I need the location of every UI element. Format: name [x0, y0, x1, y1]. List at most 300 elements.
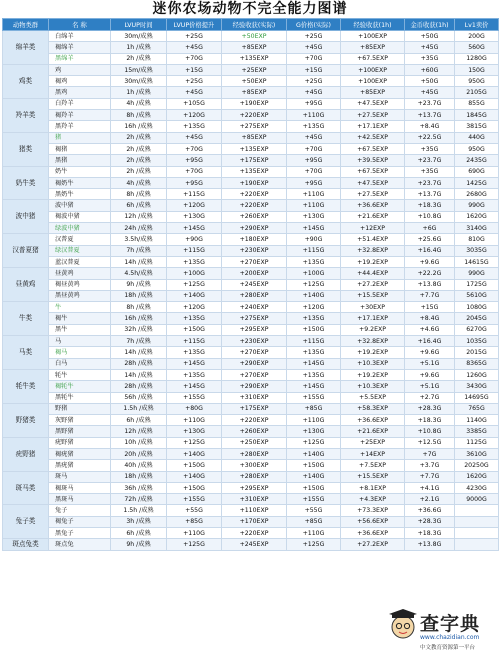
gold-price-cell: +25G — [287, 76, 341, 87]
lvup-time-cell: 9h /成熟 — [111, 539, 167, 550]
exp-per-hour-cell: +27.2EXP — [341, 539, 405, 550]
category-cell: 野猪类 — [3, 403, 49, 437]
lvup-price-cell: +105G — [167, 98, 222, 109]
animal-name-cell: 蓝汉普夏 — [49, 256, 111, 267]
lvup-price-cell: +45G — [167, 87, 222, 98]
gold-per-hour-cell: +4.6G — [405, 324, 455, 335]
table-row — [3, 369, 499, 380]
lvup-time-cell: 18h /成熟 — [111, 290, 167, 301]
exp-per-hour-cell: +21.6EXP — [341, 211, 405, 222]
sell-price-cell: 6270G — [455, 324, 499, 335]
exp-gain-cell: +295EXP — [222, 482, 287, 493]
gold-per-hour-cell: +35G — [405, 166, 455, 177]
table-row — [3, 53, 499, 64]
lvup-price-cell: +15G — [167, 64, 222, 75]
exp-per-hour-cell: +51.4EXP — [341, 234, 405, 245]
lvup-time-cell: 9h /成熟 — [111, 279, 167, 290]
sell-price-cell: 2435G — [455, 155, 499, 166]
gold-per-hour-cell: +28.3G — [405, 516, 455, 527]
table-row — [3, 324, 499, 335]
lvup-price-cell: +135G — [167, 121, 222, 132]
table-row — [3, 358, 499, 369]
gold-price-cell: +70G — [287, 53, 341, 64]
gold-per-hour-cell: +23.7G — [405, 98, 455, 109]
category-cell: 牛类 — [3, 302, 49, 336]
animal-name-cell: 灰野猪 — [49, 415, 111, 426]
exp-per-hour-cell: +5.5EXP — [341, 392, 405, 403]
lvup-price-cell: +145G — [167, 381, 222, 392]
category-cell: 波中猪 — [3, 200, 49, 234]
animal-name-cell: 黑野猪 — [49, 426, 111, 437]
sell-price-cell: 2045G — [455, 313, 499, 324]
animal-stats-table — [2, 18, 499, 551]
sell-price-cell: 1725G — [455, 279, 499, 290]
gold-price-cell: +70G — [287, 166, 341, 177]
gold-per-hour-cell: +2.1G — [405, 494, 455, 505]
gold-per-hour-cell: +9.6G — [405, 347, 455, 358]
lvup-price-cell: +25G — [167, 76, 222, 87]
gold-price-cell: +45G — [287, 87, 341, 98]
exp-per-hour-cell: +19.2EXP — [341, 347, 405, 358]
exp-per-hour-cell: +19.2EXP — [341, 369, 405, 380]
animal-name-cell: 绿波中猪 — [49, 223, 111, 234]
animal-name-cell: 褐绵羊 — [49, 42, 111, 53]
table-row — [3, 121, 499, 132]
exp-per-hour-cell: +32.8EXP — [341, 245, 405, 256]
table-row — [3, 528, 499, 539]
exp-gain-cell: +260EXP — [222, 211, 287, 222]
gold-per-hour-cell: +28.3G — [405, 403, 455, 414]
exp-gain-cell: +310EXP — [222, 392, 287, 403]
exp-per-hour-cell: +67.5EXP — [341, 143, 405, 154]
category-cell: 猪类 — [3, 132, 49, 166]
gold-per-hour-cell: +4.1G — [405, 482, 455, 493]
exp-gain-cell: +280EXP — [222, 448, 287, 459]
lvup-time-cell: 2h /成熟 — [111, 166, 167, 177]
gold-price-cell: +140G — [287, 290, 341, 301]
exp-gain-cell: +110EXP — [222, 505, 287, 516]
sell-price-cell: 1425G — [455, 177, 499, 188]
gold-per-hour-cell: +9.6G — [405, 256, 455, 267]
gold-per-hour-cell: +45G — [405, 42, 455, 53]
gold-price-cell: +45G — [287, 42, 341, 53]
table-row — [3, 143, 499, 154]
sell-price-cell: 950G — [455, 143, 499, 154]
table-row — [3, 211, 499, 222]
lvup-price-cell: +135G — [167, 347, 222, 358]
header-sell-price: Lv1卖价 — [455, 19, 499, 31]
gold-price-cell: +110G — [287, 110, 341, 121]
gold-per-hour-cell: +25.6G — [405, 234, 455, 245]
gold-price-cell: +150G — [287, 482, 341, 493]
gold-per-hour-cell: +13.8G — [405, 279, 455, 290]
sell-price-cell: 9000G — [455, 494, 499, 505]
exp-per-hour-cell: +36.6EXP — [341, 415, 405, 426]
lvup-time-cell: 4h /成熟 — [111, 177, 167, 188]
gold-price-cell: +25G — [287, 31, 341, 42]
exp-per-hour-cell: +73.3EXP — [341, 505, 405, 516]
exp-per-hour-cell: +58.3EXP — [341, 403, 405, 414]
exp-per-hour-cell: +27.2EXP — [341, 279, 405, 290]
lvup-time-cell: 12h /成熟 — [111, 211, 167, 222]
animal-name-cell: 奶牛 — [49, 166, 111, 177]
category-cell: 昼黄鸡 — [3, 268, 49, 302]
lvup-price-cell: +90G — [167, 234, 222, 245]
animal-name-cell: 黑猪 — [49, 155, 111, 166]
animal-name-cell: 波中猪 — [49, 200, 111, 211]
lvup-time-cell: 10h /成熟 — [111, 437, 167, 448]
exp-per-hour-cell: +85EXP — [341, 42, 405, 53]
gold-per-hour-cell: +35G — [405, 53, 455, 64]
lvup-time-cell: 15m/成熟 — [111, 64, 167, 75]
exp-per-hour-cell: +32.8EXP — [341, 336, 405, 347]
gold-per-hour-cell: +8.4G — [405, 313, 455, 324]
exp-gain-cell: +85EXP — [222, 42, 287, 53]
gold-price-cell: +125G — [287, 539, 341, 550]
gold-price-cell: +95G — [287, 177, 341, 188]
sell-price-cell: 3430G — [455, 381, 499, 392]
exp-per-hour-cell: +100EXP — [341, 31, 405, 42]
gold-per-hour-cell: +50G — [405, 76, 455, 87]
gold-per-hour-cell: +16.4G — [405, 336, 455, 347]
sell-price-cell: 560G — [455, 42, 499, 53]
exp-per-hour-cell: +9.2EXP — [341, 324, 405, 335]
sell-price-cell: 1845G — [455, 110, 499, 121]
exp-per-hour-cell: +36.6EXP — [341, 528, 405, 539]
table-row — [3, 302, 499, 313]
lvup-time-cell: 30m/成熟 — [111, 76, 167, 87]
lvup-time-cell: 20h /成熟 — [111, 448, 167, 459]
gold-per-hour-cell: +3.7G — [405, 460, 455, 471]
gold-price-cell: +100G — [287, 268, 341, 279]
exp-gain-cell: +270EXP — [222, 369, 287, 380]
table-row — [3, 482, 499, 493]
animal-name-cell: 野猪 — [49, 403, 111, 414]
sell-price-cell: 5610G — [455, 290, 499, 301]
exp-gain-cell: +170EXP — [222, 516, 287, 527]
gold-per-hour-cell: +35G — [405, 143, 455, 154]
lvup-time-cell: 7h /成熟 — [111, 245, 167, 256]
sell-price-cell: 855G — [455, 98, 499, 109]
category-cell: 马类 — [3, 336, 49, 370]
lvup-time-cell: 18h /成熟 — [111, 471, 167, 482]
lvup-time-cell: 72h /成熟 — [111, 494, 167, 505]
exp-per-hour-cell: +7.5EXP — [341, 460, 405, 471]
sell-price-cell: 3610G — [455, 448, 499, 459]
lvup-price-cell: +120G — [167, 200, 222, 211]
lvup-time-cell: 30m/成熟 — [111, 31, 167, 42]
category-cell: 绵羊类 — [3, 31, 49, 65]
header-row — [3, 19, 499, 31]
exp-gain-cell: +135EXP — [222, 166, 287, 177]
lvup-price-cell: +55G — [167, 505, 222, 516]
table-row — [3, 234, 499, 245]
table-row — [3, 64, 499, 75]
exp-gain-cell: +300EXP — [222, 460, 287, 471]
exp-per-hour-cell: +42.5EXP — [341, 132, 405, 143]
exp-per-hour-cell: +47.5EXP — [341, 98, 405, 109]
animal-name-cell: 牛 — [49, 302, 111, 313]
table-body — [3, 31, 499, 551]
lvup-time-cell: 28h /成熟 — [111, 358, 167, 369]
table-row — [3, 381, 499, 392]
sell-price-cell: 1620G — [455, 471, 499, 482]
animal-name-cell: 黑鸡 — [49, 87, 111, 98]
exp-gain-cell: +135EXP — [222, 53, 287, 64]
exp-gain-cell: +245EXP — [222, 539, 287, 550]
exp-gain-cell: +280EXP — [222, 471, 287, 482]
exp-per-hour-cell: +100EXP — [341, 76, 405, 87]
lvup-time-cell: 14h /成熟 — [111, 347, 167, 358]
lvup-time-cell: 28h /成熟 — [111, 381, 167, 392]
sell-price-cell — [455, 539, 499, 550]
gold-price-cell: +130G — [287, 426, 341, 437]
header-name: 名 称 — [49, 19, 111, 31]
gold-per-hour-cell: +15G — [405, 302, 455, 313]
animal-name-cell: 褐猪 — [49, 143, 111, 154]
exp-gain-cell: +250EXP — [222, 437, 287, 448]
animal-name-cell: 黑疣猪 — [49, 460, 111, 471]
animal-name-cell: 黑牛 — [49, 324, 111, 335]
table-row — [3, 132, 499, 143]
table-row — [3, 42, 499, 53]
gold-per-hour-cell: +36.6G — [405, 505, 455, 516]
sell-price-cell: 8365G — [455, 358, 499, 369]
sell-price-cell: 690G — [455, 166, 499, 177]
exp-per-hour-cell: +67.5EXP — [341, 53, 405, 64]
gold-per-hour-cell: +18.3G — [405, 200, 455, 211]
gold-per-hour-cell: +45G — [405, 87, 455, 98]
exp-gain-cell: +85EXP — [222, 132, 287, 143]
category-cell: 奶牛类 — [3, 166, 49, 200]
exp-per-hour-cell: +4.3EXP — [341, 494, 405, 505]
gold-price-cell: +70G — [287, 143, 341, 154]
exp-per-hour-cell: +56.6EXP — [341, 516, 405, 527]
gold-price-cell: +110G — [287, 200, 341, 211]
lvup-time-cell: 8h /成熟 — [111, 110, 167, 121]
animal-name-cell: 黑奶牛 — [49, 189, 111, 200]
sell-price-cell: 950G — [455, 76, 499, 87]
lvup-time-cell: 4h /成熟 — [111, 98, 167, 109]
exp-per-hour-cell: +10.3EXP — [341, 381, 405, 392]
gold-per-hour-cell: +13.7G — [405, 110, 455, 121]
exp-gain-cell: +220EXP — [222, 200, 287, 211]
animal-name-cell: 黑兔子 — [49, 528, 111, 539]
gold-price-cell: +125G — [287, 279, 341, 290]
sell-price-cell: 1280G — [455, 53, 499, 64]
table-row — [3, 31, 499, 42]
table-row — [3, 437, 499, 448]
lvup-price-cell: +150G — [167, 324, 222, 335]
exp-per-hour-cell: +47.5EXP — [341, 177, 405, 188]
lvup-time-cell: 8h /成熟 — [111, 189, 167, 200]
exp-gain-cell: +180EXP — [222, 234, 287, 245]
gold-price-cell: +145G — [287, 381, 341, 392]
animal-name-cell: 黑斑马 — [49, 494, 111, 505]
exp-gain-cell: +240EXP — [222, 302, 287, 313]
table-row — [3, 245, 499, 256]
gold-price-cell: +150G — [287, 324, 341, 335]
gold-price-cell: +135G — [287, 369, 341, 380]
exp-gain-cell: +260EXP — [222, 426, 287, 437]
lvup-price-cell: +115G — [167, 336, 222, 347]
lvup-price-cell: +125G — [167, 437, 222, 448]
exp-gain-cell: +275EXP — [222, 121, 287, 132]
animal-name-cell: 昼黄鸡 — [49, 268, 111, 279]
category-cell: 兔子类 — [3, 505, 49, 539]
gold-price-cell: +155G — [287, 494, 341, 505]
header-lvup-price: LVUP价格提升 — [167, 19, 222, 31]
exp-per-hour-cell: +85EXP — [341, 87, 405, 98]
animal-name-cell: 褐波中猪 — [49, 211, 111, 222]
category-cell: 斑马类 — [3, 471, 49, 505]
lvup-price-cell: +120G — [167, 302, 222, 313]
animal-name-cell: 褐羚羊 — [49, 110, 111, 121]
lvup-price-cell: +130G — [167, 426, 222, 437]
exp-per-hour-cell: +100EXP — [341, 64, 405, 75]
lvup-time-cell: 6h /成熟 — [111, 415, 167, 426]
animal-name-cell: 黑羚羊 — [49, 121, 111, 132]
lvup-time-cell: 14h /成熟 — [111, 369, 167, 380]
gold-per-hour-cell: +12.5G — [405, 437, 455, 448]
lvup-price-cell: +125G — [167, 539, 222, 550]
lvup-price-cell: +135G — [167, 256, 222, 267]
gold-price-cell: +110G — [287, 528, 341, 539]
category-cell: 斑点兔类 — [3, 539, 49, 550]
lvup-time-cell: 24h /成熟 — [111, 223, 167, 234]
sell-price-cell: 150G — [455, 64, 499, 75]
gold-per-hour-cell: +8.4G — [405, 121, 455, 132]
lvup-price-cell: +140G — [167, 448, 222, 459]
animal-name-cell: 斑点兔 — [49, 539, 111, 550]
exp-gain-cell: +25EXP — [222, 64, 287, 75]
sell-price-cell — [455, 516, 499, 527]
gold-price-cell: +150G — [287, 460, 341, 471]
lvup-time-cell: 8h /成熟 — [111, 302, 167, 313]
animal-name-cell: 褐疣猪 — [49, 448, 111, 459]
lvup-price-cell: +115G — [167, 245, 222, 256]
animal-name-cell: 汉普夏 — [49, 234, 111, 245]
lvup-time-cell: 14h /成熟 — [111, 256, 167, 267]
exp-gain-cell: +220EXP — [222, 110, 287, 121]
sell-price-cell: 3815G — [455, 121, 499, 132]
gold-per-hour-cell: +10.8G — [405, 211, 455, 222]
exp-gain-cell: +280EXP — [222, 290, 287, 301]
gold-price-cell: +135G — [287, 347, 341, 358]
exp-per-hour-cell: +15.5EXP — [341, 290, 405, 301]
gold-per-hour-cell: +9.6G — [405, 369, 455, 380]
table-row — [3, 313, 499, 324]
table-row — [3, 471, 499, 482]
table-row — [3, 494, 499, 505]
lvup-price-cell: +145G — [167, 358, 222, 369]
gold-price-cell: +140G — [287, 471, 341, 482]
gold-per-hour-cell: +5.1G — [405, 358, 455, 369]
gold-price-cell: +110G — [287, 189, 341, 200]
table-row — [3, 256, 499, 267]
sell-price-cell: 14615G — [455, 256, 499, 267]
exp-gain-cell: +175EXP — [222, 403, 287, 414]
lvup-price-cell: +135G — [167, 313, 222, 324]
lvup-price-cell: +100G — [167, 268, 222, 279]
exp-gain-cell: +220EXP — [222, 528, 287, 539]
exp-per-hour-cell: +17.1EXP — [341, 121, 405, 132]
lvup-price-cell: +155G — [167, 392, 222, 403]
table-row — [3, 76, 499, 87]
lvup-price-cell: +70G — [167, 143, 222, 154]
lvup-price-cell: +150G — [167, 482, 222, 493]
gold-price-cell: +115G — [287, 336, 341, 347]
animal-name-cell: 褐兔子 — [49, 516, 111, 527]
exp-gain-cell: +135EXP — [222, 143, 287, 154]
exp-per-hour-cell: +25EXP — [341, 437, 405, 448]
gold-price-cell: +95G — [287, 155, 341, 166]
lvup-time-cell: 2h /成熟 — [111, 143, 167, 154]
exp-gain-cell: +50EXP — [222, 31, 287, 42]
gold-price-cell: +15G — [287, 64, 341, 75]
sell-price-cell: 3140G — [455, 223, 499, 234]
lvup-time-cell: 32h /成熟 — [111, 324, 167, 335]
gold-per-hour-cell: +7G — [405, 448, 455, 459]
sell-price-cell: 1620G — [455, 211, 499, 222]
lvup-price-cell: +140G — [167, 290, 222, 301]
animal-name-cell: 褐鸡 — [49, 76, 111, 87]
watermark-url: www.chazidian.com — [420, 634, 480, 641]
animal-name-cell: 褐昼黄鸡 — [49, 279, 111, 290]
lvup-time-cell: 4.5h/成熟 — [111, 268, 167, 279]
exp-per-hour-cell: +8.1EXP — [341, 482, 405, 493]
sell-price-cell: 3035G — [455, 245, 499, 256]
sell-price-cell: 3385G — [455, 426, 499, 437]
lvup-price-cell: +25G — [167, 31, 222, 42]
exp-gain-cell: +190EXP — [222, 177, 287, 188]
lvup-price-cell: +95G — [167, 177, 222, 188]
gold-price-cell: +95G — [287, 98, 341, 109]
sell-price-cell: 2015G — [455, 347, 499, 358]
lvup-price-cell: +85G — [167, 516, 222, 527]
lvup-price-cell: +125G — [167, 279, 222, 290]
lvup-time-cell: 1h /成熟 — [111, 42, 167, 53]
exp-gain-cell: +270EXP — [222, 256, 287, 267]
animal-name-cell: 黑牦牛 — [49, 392, 111, 403]
exp-per-hour-cell: +21.6EXP — [341, 426, 405, 437]
table-row — [3, 279, 499, 290]
animal-name-cell: 褐牛 — [49, 313, 111, 324]
animal-name-cell: 黑绵羊 — [49, 53, 111, 64]
sell-price-cell: 2105G — [455, 87, 499, 98]
exp-gain-cell: +220EXP — [222, 415, 287, 426]
lvup-price-cell: +120G — [167, 110, 222, 121]
lvup-time-cell: 2h /成熟 — [111, 132, 167, 143]
category-cell: 羚羊类 — [3, 98, 49, 132]
category-cell: 疣野猪 — [3, 437, 49, 471]
gold-per-hour-cell: +16.4G — [405, 245, 455, 256]
table-row — [3, 403, 499, 414]
exp-gain-cell: +290EXP — [222, 381, 287, 392]
gold-price-cell: +55G — [287, 505, 341, 516]
gold-price-cell: +115G — [287, 245, 341, 256]
animal-name-cell: 白马 — [49, 358, 111, 369]
gold-price-cell: +85G — [287, 403, 341, 414]
exp-per-hour-cell: +44.4EXP — [341, 268, 405, 279]
lvup-price-cell: +45G — [167, 42, 222, 53]
animal-name-cell: 白绵羊 — [49, 31, 111, 42]
lvup-time-cell: 3h /成熟 — [111, 516, 167, 527]
sell-price-cell: 1080G — [455, 302, 499, 313]
exp-per-hour-cell: +67.5EXP — [341, 166, 405, 177]
gold-per-hour-cell: +13.7G — [405, 189, 455, 200]
exp-per-hour-cell: +27.5EXP — [341, 189, 405, 200]
